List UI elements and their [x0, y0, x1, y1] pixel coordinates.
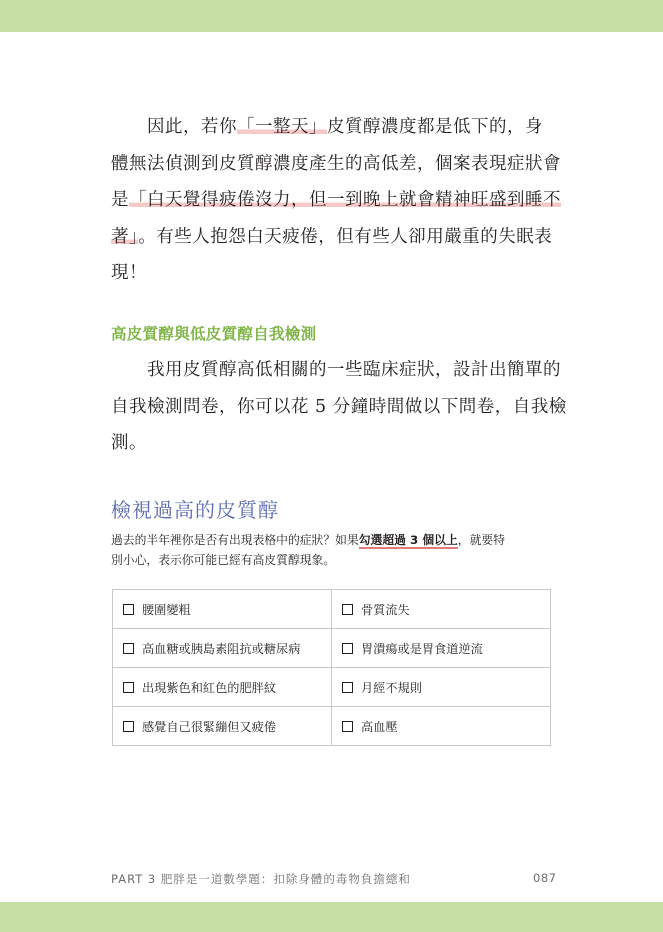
paragraph-1-line-1: 因此，若你「一整天」皮質醇濃度都是低下的，身 [147, 117, 543, 137]
page-number: 087 [533, 871, 557, 885]
checklist-item[interactable]: 高血糖或胰島素阻抗或糖尿病 [113, 629, 332, 668]
checklist-item[interactable]: 胃潰瘍或是胃食道逆流 [332, 629, 551, 668]
checkbox-icon[interactable] [123, 604, 134, 615]
highlight-symptom-2: 著」 [111, 226, 139, 247]
paragraph-1-line-2: 體無法偵測到皮質醇濃度產生的高低差，個案表現症狀會 [111, 153, 561, 174]
paragraph-1 [111, 109, 561, 292]
paragraph-2-line-3: 測。 [111, 433, 147, 453]
bottom-color-band [0, 902, 663, 932]
table-row [113, 668, 551, 707]
checklist-item[interactable]: 月經不規則 [332, 668, 551, 707]
checkbox-icon[interactable] [342, 604, 353, 615]
checklist-item[interactable]: 感覺自己很緊繃但又疲倦 [113, 707, 332, 746]
top-color-band [0, 0, 663, 32]
paragraph-2-line-2: 自我檢測問卷，你可以花 5 分鐘時間做以下問卷，自我檢 [111, 396, 567, 417]
checklist-description-line-1: 過去的半年裡你是否有出現表格中的症狀？如果勾選超過 3 個以上，就要特 [111, 533, 505, 547]
checkbox-icon[interactable] [123, 682, 134, 693]
checklist-threshold: 勾選超過 3 個以上 [358, 533, 458, 547]
table-row [113, 590, 551, 629]
table-row [113, 707, 551, 746]
checkbox-icon[interactable] [342, 643, 353, 654]
checklist-title: 檢視過高的皮質醇 [111, 498, 279, 522]
checkbox-icon[interactable] [342, 721, 353, 732]
checklist-item[interactable]: 出現紫色和紅色的肥胖紋 [113, 668, 332, 707]
highlight-symptom-1: 「白天覺得疲倦沒力，但一到晚上就會精神旺盛到睡不 [129, 190, 561, 210]
paragraph-1-line-5: 現！ [111, 263, 147, 283]
symptom-checklist-table [112, 589, 551, 746]
paragraph-2-line-1: 我用皮質醇高低相關的一些臨床症狀，設計出簡單的 [147, 360, 561, 380]
checklist-description [111, 530, 556, 570]
paragraph-1-line-4: 著」。有些人抱怨白天疲倦，但有些人卻用嚴重的失眠表 [111, 226, 553, 247]
checklist-description-line-2: 別小心，表示你可能已經有高皮質醇現象。 [111, 553, 336, 567]
table-row [113, 629, 551, 668]
checklist-item[interactable]: 骨質流失 [332, 590, 551, 629]
section-heading: 高皮質醇與低皮質醇自我檢測 [111, 325, 317, 343]
footer-chapter-title: PART 3 肥胖是一道數學題：扣除身體的毒物負擔總和 [111, 872, 411, 886]
paragraph-1-line-3: 是「白天覺得疲倦沒力，但一到晚上就會精神旺盛到睡不 [111, 190, 561, 210]
checklist-item[interactable]: 腰圍變粗 [113, 590, 332, 629]
checkbox-icon[interactable] [123, 721, 134, 732]
checkbox-icon[interactable] [342, 682, 353, 693]
paragraph-2 [111, 352, 567, 462]
highlight-all-day: 「一整天」 [237, 117, 327, 137]
checkbox-icon[interactable] [123, 643, 134, 654]
checklist-item[interactable]: 高血壓 [332, 707, 551, 746]
